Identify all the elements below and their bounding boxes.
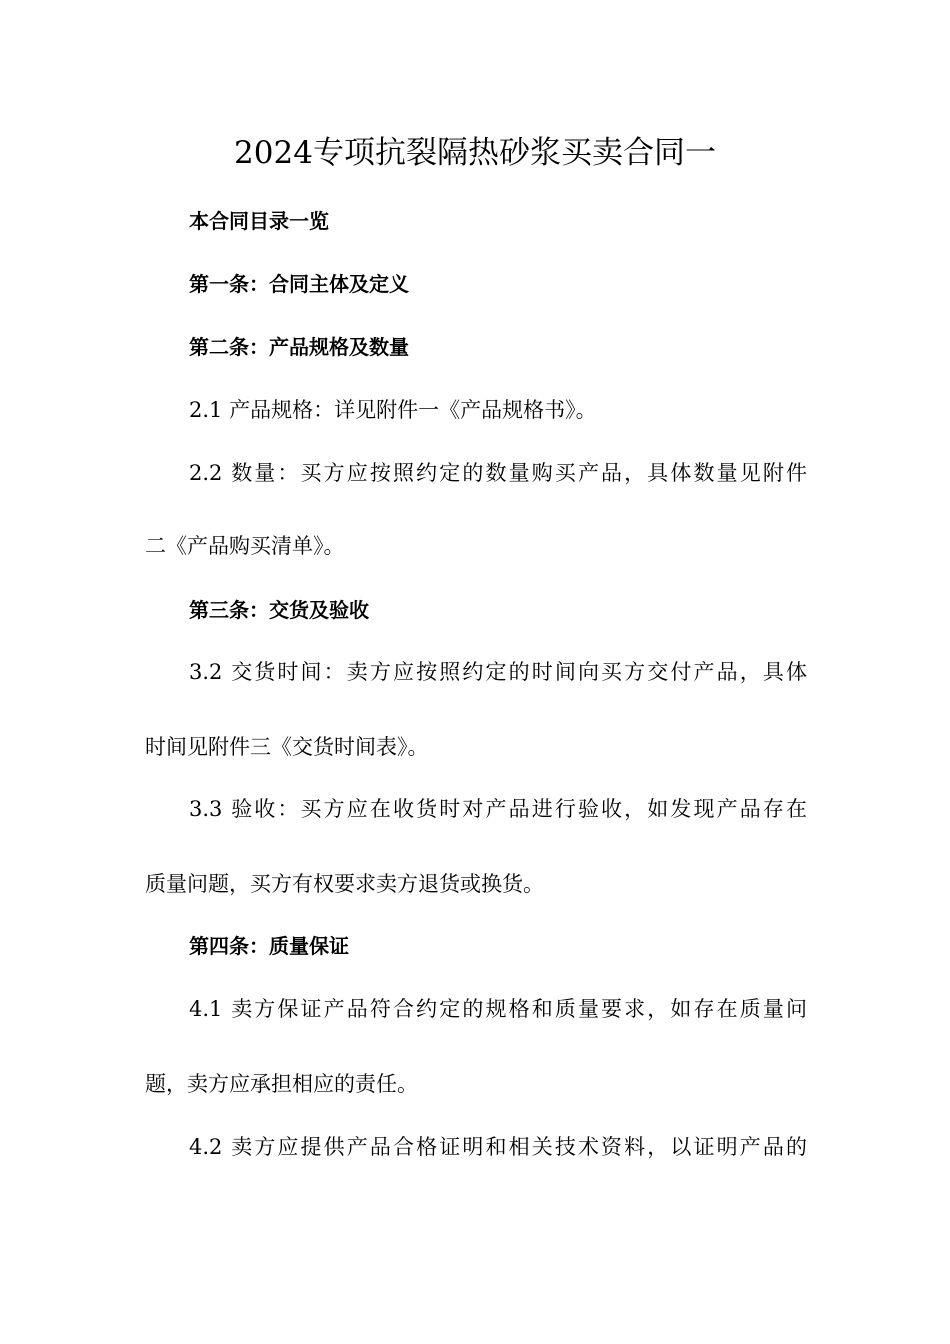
clause-3-2-line-1: 3.2 交货时间：卖方应按照约定的时间向买方交付产品，具体 xyxy=(189,660,807,684)
clause-3-2-line-2: 时间见附件三《交货时间表》。 xyxy=(145,735,429,759)
clause-4-1-line-2: 题，卖方应承担相应的责任。 xyxy=(145,1072,418,1096)
document-title: 2024专项抗裂隔热砂浆买卖合同一 xyxy=(234,135,716,171)
article-3-heading: 第三条：交货及验收 xyxy=(189,598,369,622)
clause-4-2-line-1: 4.2 卖方应提供产品合格证明和相关技术资料，以证明产品的 xyxy=(189,1135,807,1159)
clause-2-1: 2.1 产品规格：详见附件一《产品规格书》。 xyxy=(189,398,597,422)
toc-heading: 本合同目录一览 xyxy=(189,209,329,233)
clause-3-3-line-1: 3.3 验收：买方应在收货时对产品进行验收，如发现产品存在 xyxy=(189,797,807,821)
article-1-heading: 第一条：合同主体及定义 xyxy=(189,272,409,296)
clause-2-2-line-1: 2.2 数量：买方应按照约定的数量购买产品，具体数量见附件 xyxy=(189,461,807,485)
clause-3-3-line-2: 质量问题，买方有权要求卖方退货或换货。 xyxy=(145,872,544,896)
article-2-heading: 第二条：产品规格及数量 xyxy=(189,335,409,359)
clause-4-1-line-1: 4.1 卖方保证产品符合约定的规格和质量要求，如存在质量问 xyxy=(189,997,807,1021)
article-4-heading: 第四条：质量保证 xyxy=(189,934,349,958)
clause-2-2-line-2: 二《产品购买清单》。 xyxy=(145,534,345,558)
